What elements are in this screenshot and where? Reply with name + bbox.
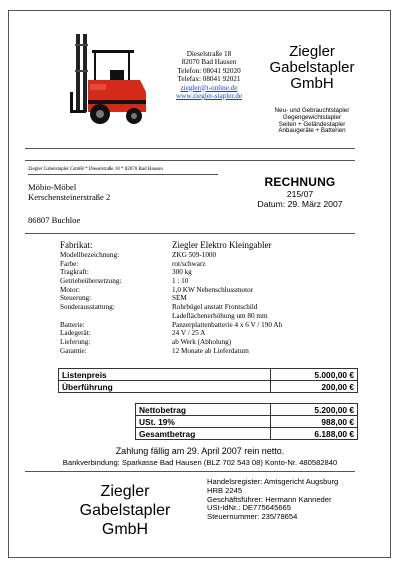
spec-label: Steuerung:: [60, 294, 92, 303]
forklift-icon: [70, 30, 148, 128]
spec-value: ab Werk (Abholung): [172, 337, 232, 346]
invoice-title: RECHNUNG: [264, 175, 336, 189]
table-row: [136, 404, 358, 416]
company-city: 82070 Bad Hausen: [181, 58, 237, 67]
recipient-street: Kerschensteinerstraße 2: [28, 192, 111, 203]
vat-label: USt. 19%: [136, 416, 271, 428]
spec-value: Ziegler Elektro Kleingabler: [172, 240, 272, 250]
transfer-label: Überführung: [59, 381, 271, 393]
spec-label: Batterie:: [60, 320, 85, 329]
table-row: [136, 416, 358, 428]
vat-value: 988,00 €: [271, 416, 358, 428]
list-price-label: Listenpreis: [59, 369, 271, 381]
brand-line: Ziegler: [289, 43, 335, 60]
footer-info-line: Geschäftsführer: Hermann Kanneder: [207, 494, 332, 504]
footer-registration: [207, 478, 338, 522]
service-line: Anbaugeräte + Batterien: [278, 127, 346, 135]
footer-brand-line: Ziegler: [100, 483, 150, 500]
company-phone: Telefon: 08041 92020: [177, 66, 241, 75]
spec-value: 300 kg: [172, 268, 192, 277]
gross-value: 6.188,00 €: [271, 428, 358, 440]
brand-line: Gabelstapler: [269, 59, 355, 76]
transfer-value: 200,00 €: [271, 381, 358, 393]
spec-label: Garantie:: [60, 346, 87, 355]
spec-value: SEM: [172, 294, 187, 303]
price-table: [58, 368, 358, 393]
divider: [28, 174, 218, 175]
sender-line: Ziegler Gabelstapler GmbH * Dieselstraße 18 * 82070 Bad Hausen: [28, 167, 163, 172]
spec-value: rot/schwarz: [172, 259, 206, 268]
spec-value: 12 Monate ab Lieferdatum: [172, 346, 249, 355]
table-row: [59, 381, 358, 393]
table-row: [136, 428, 358, 440]
net-value: 5.200,00 €: [271, 404, 358, 416]
net-label: Nettobetrag: [136, 404, 271, 416]
service-line: Gegengewichtstapler: [282, 113, 342, 121]
spec-value: Panzerplattenbatterie 4 x 6 V / 190 Ah: [172, 320, 283, 329]
spec-label: Lieferung:: [60, 337, 91, 346]
spec-label: Sonderausstattung:: [60, 303, 115, 312]
service-line: Seiten + Geländestapler: [278, 120, 346, 128]
divider: [25, 160, 355, 161]
brand-line: GmbH: [290, 75, 334, 92]
company-fax: Telefax: 08041 92021: [177, 75, 241, 84]
company-web-link[interactable]: www.ziegler-stapler.de: [175, 92, 243, 101]
company-services: [252, 108, 372, 135]
footer-info-line: HRB 2245: [207, 485, 243, 495]
spec-value: Ladeflächenerhöhung um 80 mm: [172, 311, 268, 320]
bank-details: Bankverbindung: Sparkasse Bad Hausen (BLZ 702 543 08) Konto-Nr. 480582840: [62, 458, 338, 467]
spec-label: Fabrikat:: [60, 240, 93, 250]
spec-label: Getriebeübersetzung:: [60, 277, 122, 286]
company-street: Dieselstraße 18: [186, 50, 232, 58]
company-address: [150, 50, 268, 100]
footer-brand-line: Gabelstapler GmbH: [79, 502, 171, 538]
invoice-date: Datum: 29. März 2007: [257, 199, 343, 209]
spec-value: 1,0 KW Nebenschlussmotor: [172, 285, 254, 294]
recipient-name: Möbio-Möbel: [28, 182, 77, 192]
spec-label: Modellbezeichnung:: [60, 251, 120, 259]
gross-label: Gesamtbetrag: [136, 428, 271, 440]
totals-table: [135, 403, 358, 440]
payment-due: Zahlung fällig am 29. April 2007 rein netto.: [115, 446, 285, 456]
service-line: Neu- und Gebrauchtstapler: [274, 107, 350, 114]
divider: [25, 233, 355, 234]
spec-value: ZKG 509-1000: [172, 251, 217, 259]
spec-value: Rohrbügel anstatt Frontschild: [172, 303, 258, 312]
footer-info-line: USt-IdNr.: DE775645665: [207, 503, 292, 513]
divider: [25, 148, 355, 149]
recipient-address: [28, 182, 110, 202]
list-price-value: 5.000,00 €: [271, 369, 358, 381]
footer-brand: [55, 482, 195, 539]
footer-info-line: Handelsregister: Amtsgericht Augsburg: [207, 477, 339, 486]
invoice-number: 215/07: [286, 189, 314, 199]
spec-value: 24 V / 25 A: [172, 329, 206, 338]
invoice-meta: [230, 189, 370, 209]
spec-label: Motor:: [60, 285, 80, 294]
footer-info-line: Steuernummer: 235/78654: [207, 512, 298, 522]
spec-value: 1 : 10: [172, 277, 189, 286]
divider: [25, 471, 355, 472]
company-brand: [252, 44, 372, 92]
spec-label: Ladegerät:: [60, 329, 91, 338]
table-row: [59, 369, 358, 381]
recipient-city: 86807 Buchloe: [28, 215, 81, 225]
company-email-link[interactable]: ziegler@t-online.de: [180, 83, 238, 92]
spec-label: Farbe:: [60, 259, 79, 268]
spec-label: Tragkraft:: [60, 268, 89, 277]
